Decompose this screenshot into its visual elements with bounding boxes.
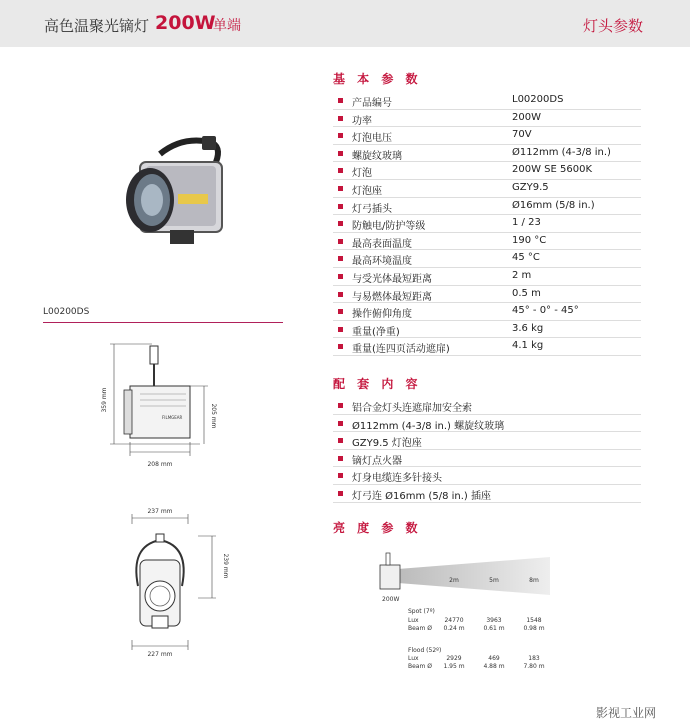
- bullet-icon: [338, 274, 343, 279]
- spec-value: 70V: [512, 129, 532, 141]
- subtitle: 单端: [213, 18, 241, 34]
- accessory-text: 灯身电缆连多针接头: [352, 473, 442, 485]
- spec-row: [333, 286, 641, 304]
- lux-label: Lux: [408, 617, 419, 624]
- section-brightness-title: 亮 度 参 数: [333, 521, 422, 535]
- spec-row: [333, 250, 641, 268]
- spec-value: 200W SE 5600K: [512, 164, 593, 176]
- accessory-text: 铝合金灯头连遮扉加安全索: [352, 403, 472, 414]
- brightness-chart: [370, 547, 570, 677]
- header-bar: [0, 0, 690, 47]
- spot-beam-value: 0.98 m: [523, 625, 545, 632]
- spec-label: 灯泡电压: [352, 133, 392, 145]
- bullet-icon: [338, 186, 343, 191]
- accessory-item: [333, 467, 641, 485]
- spec-label: 重量(净重): [352, 326, 400, 338]
- spec-value: 190 °C: [512, 234, 547, 246]
- lamp-photo: [112, 132, 242, 252]
- side-badge-text: FILMGEAR: [162, 415, 183, 420]
- watermark: 影视工业网: [596, 706, 657, 720]
- spec-value: L00200DS: [512, 94, 564, 105]
- spec-row: [333, 92, 641, 110]
- spec-label: 防触电/防护等级: [352, 221, 426, 233]
- accessory-list: [333, 397, 641, 503]
- bullet-icon: [338, 327, 343, 332]
- spec-label: 功率: [352, 115, 372, 127]
- accessory-item: [333, 415, 641, 433]
- side-width-label: 208 mm: [147, 461, 173, 468]
- spot-lux-value: 24770: [444, 617, 464, 624]
- spec-row: [333, 338, 641, 356]
- spec-label: 重量(连四页活动遮扉): [352, 344, 450, 356]
- spot-beam-value: 0.24 m: [443, 625, 465, 632]
- flood-beam-value: 1.95 m: [443, 663, 465, 670]
- front-height-label: 239 mm: [222, 553, 229, 579]
- spec-value: GZY9.5: [512, 181, 549, 193]
- bullet-icon: [338, 344, 343, 349]
- bullet-icon: [338, 239, 343, 244]
- accessory-item: [333, 432, 641, 450]
- spec-row: [333, 198, 641, 216]
- accessory-text: GZY9.5 灯泡座: [352, 438, 422, 450]
- lux-label: Lux: [408, 655, 419, 662]
- spec-row: [333, 110, 641, 128]
- flood-lux-value: 2929: [446, 655, 462, 662]
- spec-row: [333, 180, 641, 198]
- accessory-item: [333, 450, 641, 468]
- bullet-icon: [338, 473, 343, 478]
- bullet-icon: [338, 309, 343, 314]
- front-top-width-label: 237 mm: [147, 508, 173, 515]
- beam-label: Beam Ø: [408, 625, 432, 632]
- bullet-icon: [338, 204, 343, 209]
- front-bottom-width-label: 227 mm: [147, 651, 173, 658]
- spec-value: 3.6 kg: [512, 322, 544, 334]
- bullet-icon: [338, 456, 343, 461]
- spec-label: 与易燃体最短距离: [352, 291, 432, 303]
- wattage-title: 200W: [155, 12, 216, 34]
- divider: [43, 322, 283, 323]
- spec-value: 0.5 m: [512, 287, 541, 299]
- spec-row: [333, 321, 641, 339]
- flood-lux-value: 183: [528, 655, 540, 662]
- light-beam: [398, 557, 550, 595]
- spec-value: 45° - 0° - 45°: [512, 305, 579, 317]
- spot-title: Spot (7º): [408, 608, 435, 615]
- flood-title: Flood (52º): [408, 647, 442, 654]
- spec-label: 与受光体最短距离: [352, 273, 432, 285]
- side-dimension-drawing: [100, 342, 220, 472]
- spot-lux-value: 1548: [526, 617, 542, 624]
- spec-row: [333, 233, 641, 251]
- distance-label: 5m: [489, 577, 499, 584]
- spec-label: 灯泡座: [352, 185, 382, 197]
- bullet-icon: [338, 116, 343, 121]
- spec-value: Ø112mm (4-3/8 in.): [512, 146, 611, 158]
- beam-label: Beam Ø: [408, 663, 432, 670]
- spec-label: 灯泡: [352, 168, 372, 180]
- spec-value: 2 m: [512, 269, 532, 281]
- flood-lux-value: 469: [488, 655, 500, 662]
- brightness-lamp-label: 200W: [382, 596, 400, 603]
- accessory-text: 镝灯点火器: [352, 455, 402, 467]
- spec-label: 操作俯仰角度: [352, 309, 412, 321]
- flood-beam-value: 7.80 m: [523, 663, 545, 670]
- spec-label: 最高表面温度: [352, 238, 412, 250]
- accessory-text: 灯弓连 Ø16mm (5/8 in.) 插座: [352, 490, 491, 502]
- bullet-icon: [338, 256, 343, 261]
- bullet-icon: [338, 438, 343, 443]
- model-label: L00200DS: [43, 307, 90, 317]
- spec-value: 45 °C: [512, 252, 540, 264]
- spec-label: 灯弓插头: [352, 203, 392, 215]
- spec-value: Ø16mm (5/8 in.): [512, 199, 595, 211]
- bullet-icon: [338, 403, 343, 408]
- bullet-icon: [338, 491, 343, 496]
- bullet-icon: [338, 421, 343, 426]
- spec-row: [333, 268, 641, 286]
- spec-row: [333, 145, 641, 163]
- spec-table: [333, 92, 641, 356]
- distance-label: 8m: [529, 577, 539, 584]
- side-height-label: 359 mm: [101, 387, 108, 413]
- accessory-item: [333, 485, 641, 503]
- spec-row: [333, 215, 641, 233]
- spec-row: [333, 162, 641, 180]
- spec-label: 产品编号: [352, 98, 392, 109]
- bullet-icon: [338, 98, 343, 103]
- lamp-icon: [380, 565, 400, 589]
- spec-row: [333, 127, 641, 145]
- page-title: 高色温聚光镝灯: [44, 17, 150, 35]
- front-dimension-drawing: [118, 500, 238, 660]
- spec-value: 4.1 kg: [512, 340, 544, 352]
- bullet-icon: [338, 292, 343, 297]
- spec-value: 1 / 23: [512, 217, 541, 229]
- side-body-height-label: 205 mm: [210, 403, 217, 429]
- distance-label: 2m: [449, 577, 459, 584]
- spot-beam-value: 0.61 m: [483, 625, 505, 632]
- spot-lux-value: 3963: [486, 617, 502, 624]
- bullet-icon: [338, 133, 343, 138]
- section-header-right: 灯头参数: [583, 17, 644, 35]
- spec-label: 最高环境温度: [352, 256, 412, 268]
- section-basic-title: 基 本 参 数: [333, 72, 422, 86]
- accessory-item: [333, 397, 641, 415]
- accessory-text: Ø112mm (4-3/8 in.) 螺旋纹玻璃: [352, 420, 505, 432]
- spec-label: 螺旋纹玻璃: [352, 150, 402, 162]
- spec-row: [333, 303, 641, 321]
- flood-beam-value: 4.88 m: [483, 663, 505, 670]
- bullet-icon: [338, 168, 343, 173]
- bullet-icon: [338, 221, 343, 226]
- bullet-icon: [338, 151, 343, 156]
- spec-value: 200W: [512, 111, 541, 123]
- section-accessories-title: 配 套 内 容: [333, 377, 422, 391]
